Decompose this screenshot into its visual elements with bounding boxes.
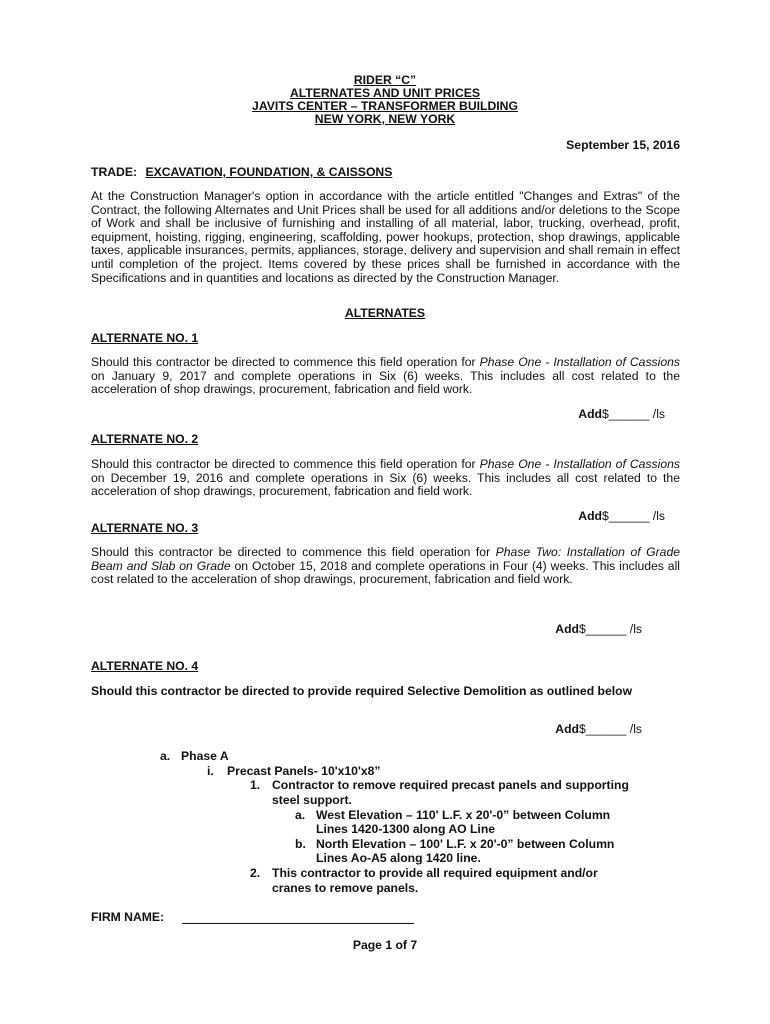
outline-a-marker: a.: [160, 749, 171, 763]
alternate-3-add-blank: $______ /ls: [578, 622, 642, 636]
alternate-4-add-blank: $______ /ls: [578, 722, 642, 736]
outline-sub-b-line1: North Elevation – 100' L.F. x 20'-0” between Column: [316, 837, 615, 851]
page-number: Page 1 of 7: [352, 938, 418, 952]
outline-item-2-line1: This contractor to provide all required equipment and/or: [272, 866, 598, 880]
alternate-1-add-label: Add: [578, 407, 602, 421]
alternate-1-text-pre: Should this contractor be directed to commence this field operation for: [91, 355, 480, 369]
trade-label: TRADE:: [91, 165, 138, 179]
project-location: NEW YORK, NEW YORK: [314, 112, 456, 126]
outline-sub-b-line2: Lines Ao-A5 along 1420 line.: [316, 851, 481, 865]
outline-item-1-line2: steel support.: [272, 793, 352, 807]
alternate-1-heading: ALTERNATE NO. 1: [91, 331, 199, 345]
alternate-3-text-pre: Should this contractor be directed to commence this field operation for: [91, 545, 496, 559]
alternates-heading: ALTERNATES: [344, 306, 426, 320]
alternate-2-text-pre: Should this contractor be directed to commence this field operation for: [91, 457, 480, 471]
document-date: September 15, 2016: [566, 138, 680, 152]
alternate-3-text-post: on October 15, 2018 and complete operations in Four (4) weeks. This includes all cost related to the acceleration of shop drawings, procurement, fabrication and field work.: [91, 558, 680, 587]
outline-sub-a-line1: West Elevation – 110' L.F. x 20'-0” between Column: [316, 808, 611, 822]
alternate-4-add-label: Add: [555, 722, 579, 736]
firm-name-blank[interactable]: [182, 911, 414, 924]
alternate-4-heading: ALTERNATE NO. 4: [91, 659, 199, 673]
alternate-2-add: [400, 509, 665, 523]
intro-paragraph: At the Construction Manager's option in accordance with the article entitled "Changes and Extras" of the Contract, the following Alternates and Unit Prices shall be used for all additions and/or deletions to the Scope of Work and shall be inclusive of furnishing and installing of all material, labor, trucking, overhead, profit, equipment, hoisting, rigging, engineering, scaffolding, power hookups, protection, shop drawings, applicable taxes, applicable insurances, permits, appliances, storage, delivery and supervision and shall remain in effect until completion of the project. Items covered by these prices shall be furnished in accordance with the Specifications and in quantities and locations as directed by the Construction Manager.: [91, 189, 680, 285]
alternate-3-add: [400, 622, 642, 636]
outline-item-2-marker: 2.: [250, 866, 261, 880]
outline-sub-a-line2: Lines 1420-1300 along AO Line: [316, 822, 496, 836]
alternate-1-text: [91, 356, 680, 397]
outline-item-1-line1: Contractor to remove required precast panels and supporting: [272, 778, 629, 792]
alternate-2-add-blank: $______ /ls: [601, 509, 665, 523]
outline-sub-a-marker: a.: [295, 808, 306, 822]
document-title: ALTERNATES AND UNIT PRICES: [289, 86, 481, 100]
firm-name-row: [91, 910, 414, 924]
alternate-3-heading: ALTERNATE NO. 3: [91, 521, 199, 535]
alternate-2-heading: ALTERNATE NO. 2: [91, 432, 199, 446]
project-name: JAVITS CENTER – TRANSFORMER BUILDING: [252, 99, 518, 113]
outline-phase-a: Phase A: [181, 749, 229, 763]
outline-sub-b-marker: b.: [295, 837, 306, 851]
alternate-1-add-blank: $______ /ls: [601, 407, 665, 421]
outline-item-2-line2: cranes to remove panels.: [272, 881, 419, 895]
trade-value: EXCAVATION, FOUNDATION, & CAISSONS: [145, 165, 393, 179]
outline-i-marker: i.: [207, 764, 214, 778]
alternate-2-add-label: Add: [578, 509, 602, 523]
trade-line: [91, 165, 392, 179]
alternate-1-text-post: on January 9, 2017 and complete operations in Six (6) weeks. This includes all cost related to the acceleration of shop drawings, procurement, fabrication and field work.: [91, 368, 680, 397]
alternate-3-phase: Phase Two: Installation of Grade Beam and Slab on Grade: [91, 545, 680, 573]
firm-name-label: FIRM NAME:: [91, 910, 165, 924]
alternate-1-add: [400, 407, 665, 421]
alternate-2-text-post: on December 19, 2016 and complete operations in Six (6) weeks. This includes all cost related to the acceleration of shop drawings, procurement, fabrication and field work.: [91, 470, 680, 499]
alternate-1-phase: Phase One - Installation of Cassions: [479, 355, 680, 369]
rider-title: RIDER “C”: [353, 73, 417, 87]
outline-item-1-marker: 1.: [250, 778, 261, 792]
alternate-3-text: [91, 546, 680, 587]
alternate-2-text: [91, 458, 680, 499]
alternate-4-add: [400, 722, 642, 736]
alternate-2-phase: Phase One - Installation of Cassions: [479, 457, 680, 471]
outline-precast-panels: Precast Panels- 10'x10'x8”: [227, 764, 381, 778]
alternate-4-text: Should this contractor be directed to provide required Selective Demolition as outlined below: [91, 684, 633, 698]
alternate-3-add-label: Add: [555, 622, 579, 636]
